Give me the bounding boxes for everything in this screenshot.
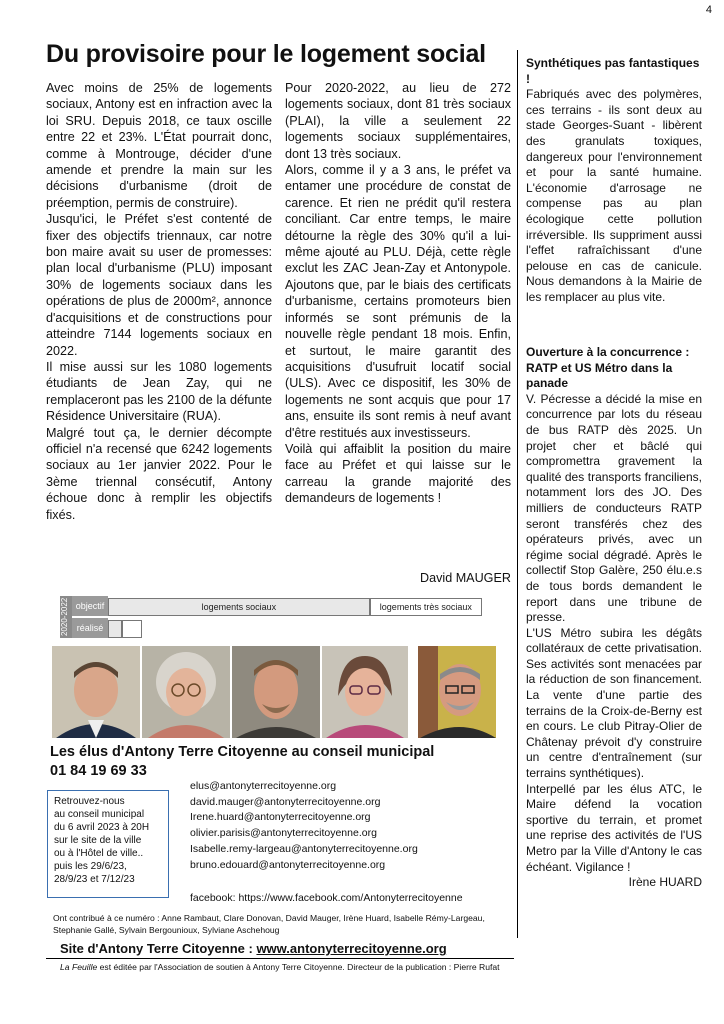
sidebar-article-author: Irène HUARD	[628, 875, 702, 890]
site-url-link[interactable]: www.antonyterrecitoyenne.org	[256, 941, 447, 956]
publication-note	[60, 962, 500, 972]
objectif-tres-social-bar: logements très sociaux	[370, 598, 482, 616]
article-column-1	[46, 80, 272, 523]
council-info-box	[47, 790, 169, 898]
email-link[interactable]: olivier.parisis@antonyterrecitoyenne.org	[190, 827, 377, 840]
info-line: puis les 29/6/23,	[54, 861, 127, 872]
paragraph: Voilà qui affaiblit la position du maire face au Préfet et qui laisse sur le carreau la grande majorité des demandeurs de logements !	[285, 441, 511, 506]
info-line: au conseil municipal	[54, 809, 145, 820]
paragraph: Interpellé par les élus ATC, le Maire défend la vocation sportive du terrain, et promet une reprise des activités de l'US Metro par la Ville d'Antony le cas échéant. Vigilance !	[526, 781, 702, 874]
paragraph: Malgré tout ça, le dernier décompte officiel n'a recensé que 6242 logements sociaux au 1er janvier 2022. Pour le 3ème triennal consécutif, Antony échoue donc à remplir les objectifs fixés.	[46, 425, 272, 522]
footer-divider	[46, 958, 514, 959]
realise-tres-social-bar	[122, 620, 142, 638]
site-line	[60, 941, 447, 956]
objectif-social-bar: logements sociaux	[108, 598, 370, 616]
elu-photo	[322, 646, 408, 738]
paragraph: Alors, comme il y a 3 ans, le préfet va entamer une procédure de constat de carence. Et rien ne prédit qu'il restera conciliant. Car entre temps, le maire détourne la règle des 30% qu'il a lui-même ajouté au PLU. Déjà, cette règle exclut les ZAC Jean-Zay et Antonypole. Ajoutons que, par le biais des certificats d'urbanisme, certains promoteurs bien informés se sont prémunis de la nouvelle règle pendant 18 mois. Enfin, et surtout, le maire garantit des acquisitions d'usufruit locatif social (ULS). Avec ce dispositif, les 30% de logements ne sont acquis que pour 17 ans, ensuite ils sont remis à neuf avant d'être restitués aux investisseurs.	[285, 163, 511, 440]
email-list	[190, 779, 418, 873]
housing-bar-graphic	[60, 596, 480, 638]
paragraph: L'US Métro subira les dégâts collatéraux de cette privatisation. Ses activités sont menacées par la réduction de son financement. La vente d'une partie des terrains de la Croix-de-Berny est en cours. Le club Pitray-Olier de Châtenay prévoit d'y construire un centre d'entraînement (sur terrains synthétiques).	[526, 625, 702, 781]
email-link[interactable]: Irene.huard@antonyterrecitoyenne.org	[190, 811, 371, 824]
page-number: 4	[705, 4, 712, 16]
sidebar-article-ratp	[526, 345, 702, 891]
info-line: du 6 avril 2023 à 20H	[54, 822, 150, 833]
elu-photo	[418, 646, 496, 738]
paragraph: Pour 2020-2022, au lieu de 272 logements sociaux, dont 81 très sociaux (PLAI), la ville a seulement 22 logements sociaux supplémentaires, dont 13 très sociaux.	[285, 81, 511, 161]
elus-heading: Les élus d'Antony Terre Citoyenne au conseil municipal	[50, 744, 435, 760]
email-link[interactable]: elus@antonyterrecitoyenne.org	[190, 780, 337, 792]
info-line: ou à l'Hôtel de ville..	[54, 848, 144, 859]
elus-photos	[52, 646, 496, 738]
email-link[interactable]: Isabelle.remy-largeau@antonyterrecitoyenne.org	[190, 842, 418, 855]
article-author: David MAUGER	[420, 571, 511, 585]
article-column-2	[285, 80, 511, 507]
paragraph: Avec moins de 25% de logements sociaux, Antony est en infraction avec la loi SRU. Depuis 2018, ce taux oscille entre 22 et 23%. L'État pourrait donc, comme à Montrouge, décider d'une amende et prendre la main sur les décisions d'urbanisme (droit de préemption, permis de construire).	[46, 81, 272, 210]
objectif-row-label: objectif	[72, 596, 108, 616]
column-divider	[517, 50, 518, 938]
info-line: Retrouvez-nous	[54, 796, 125, 807]
article-title: Du provisoire pour le logement social	[46, 40, 486, 68]
paragraph: Il mise aussi sur les 1080 logements étudiants de Jean Zay, qui ne remplaceront pas les 2100 de la défunte Résidence Universitaire (RUA).	[46, 359, 272, 424]
sidebar-article-title: Synthétiques pas fantastiques !	[526, 56, 700, 86]
period-label: 2020-2022	[60, 596, 72, 638]
paragraph: V. Pécresse a décidé la mise en concurrence par lots du réseau de bus RATP dès 2025. Un projet cher et bâclé qui compromettra gravement la qualité des transports franciliens, notamment lors des JO. Des milliers de conducteurs RATP seront transférés chez des opérateurs privés, avec un régime social dégradé. Après le collectif Stop Galère, 250 élu.e.s de tous bords demandent le report dans une tribune de presse.	[526, 391, 702, 625]
elu-photo	[142, 646, 230, 738]
sidebar-article-body: Fabriqués avec des polymères, ces terrains - ils sont deux au stade Georges-Suant - libèrent des granulats toxiques, dangereux pour l'environnement et pour la santé humaine. L'économie d'arrosage ne compense pas au plan écologique cette pollution irréversible. Ils suppriment aussi l'effet rafraîchissant d'une pelouse en cas de canicule. Nous demandons à la Mairie de les remplacer au plus vite.	[526, 87, 702, 304]
elus-phone: 01 84 19 69 33	[50, 763, 147, 779]
elu-photo	[232, 646, 320, 738]
realise-row-label: réalisé	[72, 618, 108, 638]
contributors: Ont contribué à ce numéro : Anne Rambaut, Clare Donovan, David Mauger, Irène Huard, Isabelle Rémy-Largeau, Stephanie Gallé, Sylvain Bergounioux, Sylviane Aschehoug	[53, 913, 485, 935]
email-link[interactable]: bruno.edouard@antonyterrecitoyenne.org	[190, 858, 386, 871]
paragraph: Jusqu'ici, le Préfet s'est contenté de fixer des objectifs triennaux, car notre bon maire avait su user de promesses: plan local d'urbanisme (PLU) imposant 30% de logements sociaux dans les opérations de plus de 2000m², annonce d'acquisitions et de constructions pour atteindre 7144 logements sociaux en 2022.	[46, 212, 272, 358]
publication-title: La Feuille	[60, 962, 98, 972]
info-line: sur le site de la ville	[54, 835, 142, 846]
email-link[interactable]: david.mauger@antonyterrecitoyenne.org	[190, 795, 381, 808]
realise-social-bar	[108, 620, 122, 638]
sidebar-article-synthetiques	[526, 56, 702, 306]
sidebar-article-title: Ouverture à la concurrence : RATP et US Métro dans la panade	[526, 345, 690, 391]
facebook-link[interactable]: facebook: https://www.facebook.com/Antonyterrecitoyenne	[190, 892, 463, 904]
info-line: 28/9/23 et 7/12/23	[54, 874, 135, 885]
site-label: Site d'Antony Terre Citoyenne :	[60, 941, 257, 956]
publication-text: est éditée par l'Association de soutien à Antony Terre Citoyenne. Directeur de la publication : Pierre Rufat	[97, 962, 500, 972]
elu-photo	[52, 646, 140, 738]
